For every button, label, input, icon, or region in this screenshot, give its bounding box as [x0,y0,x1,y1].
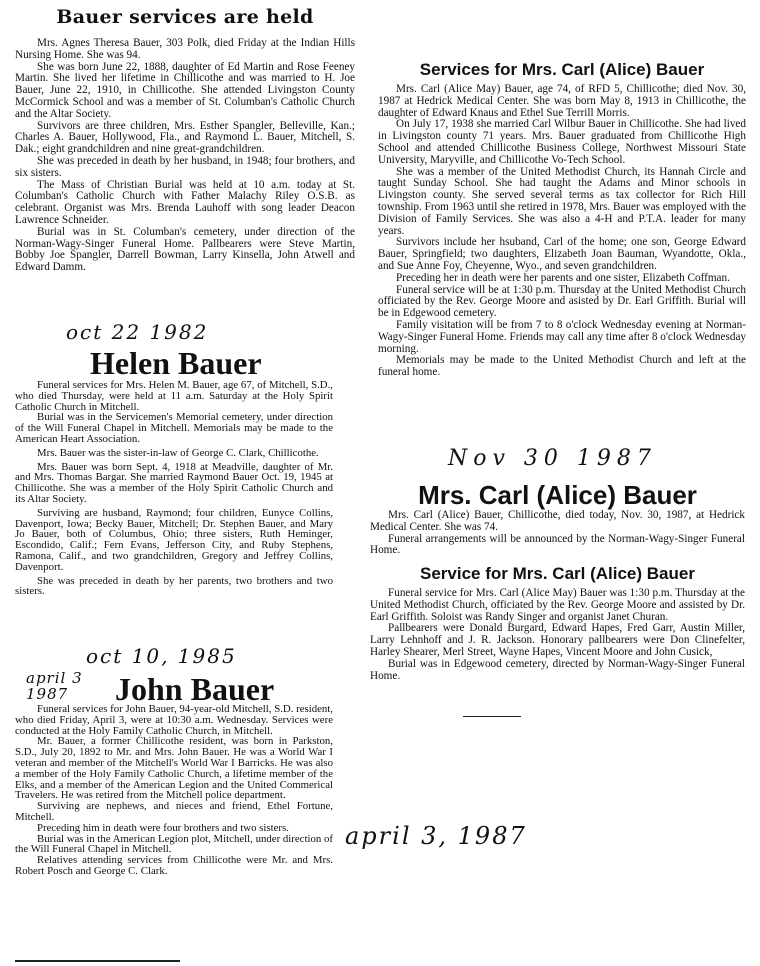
paragraph: Burial was in the American Legion plot, Mitchell, under direction of the Will Funeral Chapel in Mitchell. [15,832,333,856]
paragraph: The Mass of Christian Burial was held at 10 a.m. today at St. Columban's Catholic Church with Father Malachy Riley O.S.B. as celebrant. Organist was Mrs. Brenda Lauhoff with song leader Deacon Lawrence Schneider. [15,178,355,226]
paragraph: Mrs. Bauer was born Sept. 4, 1918 at Meadville, daughter of Mr. and Mrs. Thomas Bargar. She married Raymond Bauer Oct. 19, 1945 at Chillicothe. She was a member of the Holy Spirit Catholic Church and its Altar Society. [15,460,333,505]
handwritten-date: oct 10, 1985 [86,644,237,668]
paragraph: Burial was in Edgewood cemetery, directed by Norman-Wagy-Singer Funeral Home. [370,657,745,682]
handwritten-date: Nov 30 1987 [448,446,657,471]
headline: Services for Mrs. Carl (Alice) Bauer [419,60,705,79]
paragraph: On July 17, 1938 she married Carl Wilbur Bauer in Chillicothe. She had lived in Livingston county 71 years. Mrs. Bauer graduated from Chillicothe High School and attended Chillicothe Business College, Northwest Missouri State University, Maryville, and Chillicothe Vo-Tech School. [378,118,746,166]
paragraph: Family visitation will be from 7 to 8 o'clock Wednesday evening at Norman-Wagy-Singer Funeral Home. Friends may call any time after 8 o'clock Wednesday morning. [378,318,746,355]
paragraph: Funeral services for Mrs. Helen M. Bauer, age 67, of Mitchell, S.D., who died Thursday, were held at 11 a.m. Saturday at the Holy Spirit Catholic Church in Mitchell. [15,379,333,413]
paragraph: Preceding her in death were her parents and one sister, Elizabeth Coffman. [396,271,730,284]
paragraph: Surviving are nephews, and nieces and friend, Ethel Fortune, Mitchell. [15,800,333,823]
paragraph: Survivors are three children, Mrs. Esther Spangler, Belleville, Kan.; Charles A. Bauer, Hollywood, Fla., and Raymond L. Bauer, Mitchell, S. Dak.; eight grandchildren and nine great-grandchildren. [15,119,355,156]
paragraph: Mr. Bauer, a former Chillicothe resident, was born in Parkston, S.D., July 20, 1892 to Mr. and Mrs. John Bauer. He was a World War I veteran and member of the Mitchell's World War I Barricks. He was also a member of the Holy Family Catholic Church, a lifetime member of the Elks, and a member of the American Legion and the United Commerical Travelers. He was retired from the Mitchell police department. [15,735,333,802]
headline: Bauer services are held [56,6,314,28]
headline: Helen Bauer [90,345,262,381]
paragraph: Burial was in St. Columban's cemetery, under direction of the Norman-Wagy-Singer Funeral Home. Pallbearers were Steve Martin, Bobby Joe Spangler, Darrell Bowman, Larry Kinsella, John Atwell and Edward Damm. [15,225,355,274]
paragraph: Mrs. Carl (Alice) Bauer, Chillicothe, died today, Nov. 30, 1987, at Hedrick Medical Center. She was 74. [370,509,745,533]
paragraph: Memorials may be made to the United Methodist Church and left at the funeral home. [378,354,746,379]
headline: John Bauer [115,671,275,707]
divider [15,960,180,962]
obituary-alice-service [370,564,745,682]
paragraph: Relatives attending services from Chillicothe were Mr. and Mrs. Robert Posch and George C. Clark. [15,854,333,877]
paragraph: She was preceded in death by her parents, two brothers and two sisters. [15,574,333,598]
obituary-helen-bauer [15,345,333,598]
paragraph: Preceding him in death were four brothers and two sisters. [37,821,289,834]
handwritten-date: april 3, 1987 [345,822,527,850]
paragraph: Funeral services for John Bauer, 94-year-old Mitchell, S.D. resident, who died Friday, April 3, were at 10:30 a.m. Wednesday. Services were conducted at the Holy Family Catholic Church, in Mitchell. [15,703,333,737]
obituary-alice-services [378,60,746,379]
divider [463,716,521,717]
paragraph: Funeral service will be at 1:30 p.m. Thursday at the United Methodist Church officiated by the Rev. George Moore and asisted by Dr. Earl Griffith. Burial will be in Edgewood cemetery. [378,283,746,320]
paragraph: She was born June 22, 1888, daughter of Ed Martin and Rose Feeney Martin. She lived her lifetime in Chillicothe and was married to H. Joe Bauer, June 22, 1910, in Chillicothe. She attended Livingston County McCormick School and was a member of St. Columban's Catholic Church and the Altar Society. [15,60,355,120]
obituary-alice-notice [370,480,745,557]
obituary-john-bauer [15,671,333,877]
paragraph: Funeral service for Mrs. Carl (Alice May) Bauer was 1:30 p.m. Thursday at the United Methodist Church, officiated by the Rev. George Moore and assisted by Dr. Earl Griffith. Soloist was Randy Singer and organist Janet Churan. [370,587,745,623]
paragraph: Funeral arrangements will be announced by the Norman-Wagy-Singer Funeral Home. [370,532,745,557]
paragraph: She was preceded in death by her husband, in 1948; four brothers, and six sisters. [15,154,355,179]
paragraph: She was a member of the United Methodist Church, its Hannah Circle and taught Sunday School. She had taught the Adams and Minor schools in Livingston county. She served several terms as tax collector for Rich Hill township. From 1963 until she retired in 1978, Mrs. Bauer was employed with the Division of Family Services. She was also a 4-H and P.T.A. leader for many years. [378,165,746,237]
handwritten-date: oct 22 1982 [66,320,209,344]
obituary-agnes-bauer [15,4,355,274]
paragraph: Mrs. Agnes Theresa Bauer, 303 Polk, died Friday at the Indian Hills Nursing Home. She was 94. [15,37,355,61]
headline: Mrs. Carl (Alice) Bauer [418,480,697,510]
headline: Service for Mrs. Carl (Alice) Bauer [420,564,695,583]
paragraph: Burial was in the Servicemen's Memorial cemetery, under direction of the Will Funeral Chapel in Mitchell. Memorials may be made to the American Heart Association. [15,411,333,445]
paragraph: Pallbearers were Donald Burgard, Edward Hapes, Fred Garr, Austin Miller, Larry Lehnhoff and J. R. Jackson. Honorary pallbearers were Don Clinefelter, Harley Shearer, Merl Street, Wayne Hapes, Vincent Moore and John Cusick, [370,622,745,658]
paragraph: Mrs. Bauer was the sister-in-law of George C. Clark, Chillicothe. [37,446,319,459]
paragraph: Survivors include her hsuband, Carl of the home; one son, George Edward Bauer, Springfield; two daughters, Elizabeth Joan Bauman, Wyandotte, Okla., and Sue Anne Foy, Cheyenne, Wyo., and seven grandchildren. [378,236,746,272]
handwritten-date: april 3 1987 [26,669,83,703]
paragraph: Surviving are husband, Raymond; four children, Eunyce Collins, Davenport, Iowa; Becky Bauer, Mitchell; Dr. Stephen Bauer, and Mary Jo Bauer, both of Columbus, Ohio; three sisters, Ruth Heminger, Escondido, Calif.; Fern Evans, Jefferson City, and Ruby Stephens, Ramona, Calif., and two grandchildren, Gregory and Jeffrey Collins, Davenport. [15,506,333,573]
paragraph: Mrs. Carl (Alice May) Bauer, age 74, of RFD 5, Chillicothe; died Nov. 30, 1987 at Hedrick Medical Center. She was born May 8, 1913 in Chillicothe, the daughter of Edward Knaus and Ethel Sue Terrill Morris. [378,83,746,119]
